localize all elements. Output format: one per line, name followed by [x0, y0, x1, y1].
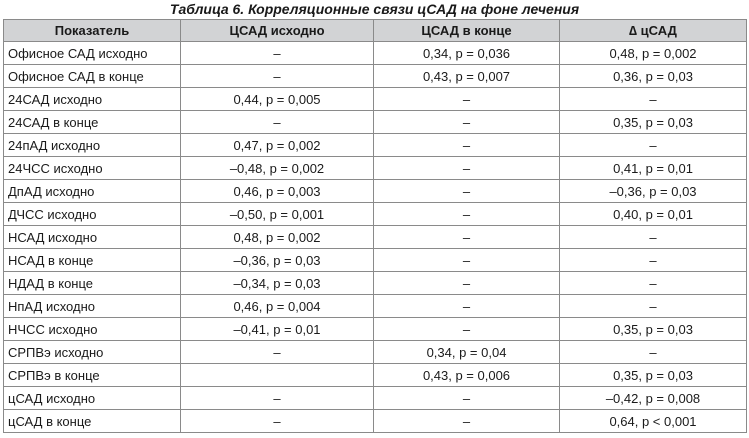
row-indicator-cell: НСАД исходно — [4, 226, 181, 249]
table-body — [4, 42, 747, 433]
table-row — [4, 134, 747, 157]
csad-baseline-cell: – — [181, 410, 374, 433]
delta-csad-cell: – — [560, 295, 747, 318]
csad-baseline-cell: –0,41, р = 0,01 — [181, 318, 374, 341]
delta-csad-cell: 0,64, р < 0,001 — [560, 410, 747, 433]
csad-baseline-cell: –0,34, р = 0,03 — [181, 272, 374, 295]
csad-end-cell: 0,34, р = 0,036 — [374, 42, 560, 65]
table-row — [4, 341, 747, 364]
csad-end-cell: – — [374, 203, 560, 226]
row-indicator-cell: НЧСС исходно — [4, 318, 181, 341]
csad-end-cell: 0,43, р = 0,006 — [374, 364, 560, 387]
table-row — [4, 249, 747, 272]
csad-baseline-cell: – — [181, 65, 374, 88]
row-indicator-cell: Офисное САД исходно — [4, 42, 181, 65]
table-row — [4, 111, 747, 134]
row-indicator-cell: цСАД исходно — [4, 387, 181, 410]
delta-csad-cell: – — [560, 272, 747, 295]
header-row — [4, 20, 747, 42]
csad-end-cell: 0,34, р = 0,04 — [374, 341, 560, 364]
table-row — [4, 295, 747, 318]
csad-baseline-cell: – — [181, 111, 374, 134]
csad-end-cell: – — [374, 249, 560, 272]
table-row — [4, 410, 747, 433]
csad-baseline-cell: – — [181, 341, 374, 364]
column-header-delta-csad: ∆ цСАД — [560, 20, 747, 42]
table-row — [4, 203, 747, 226]
delta-csad-cell: – — [560, 249, 747, 272]
column-header-csad-baseline: ЦСАД исходно — [181, 20, 374, 42]
row-indicator-cell: ДпАД исходно — [4, 180, 181, 203]
csad-baseline-cell: 0,44, р = 0,005 — [181, 88, 374, 111]
csad-baseline-cell — [181, 364, 374, 387]
table-row — [4, 65, 747, 88]
table-caption: Таблица 6. Корреляционные связи цСАД на фоне лечения — [169, 1, 580, 17]
csad-end-cell: – — [374, 272, 560, 295]
row-indicator-cell: НДАД в конце — [4, 272, 181, 295]
csad-baseline-cell: 0,46, р = 0,003 — [181, 180, 374, 203]
row-indicator-cell: СРПВэ исходно — [4, 341, 181, 364]
csad-baseline-cell: –0,36, р = 0,03 — [181, 249, 374, 272]
delta-csad-cell: –0,42, р = 0,008 — [560, 387, 747, 410]
csad-baseline-cell: 0,46, р = 0,004 — [181, 295, 374, 318]
row-indicator-cell: 24САД в конце — [4, 111, 181, 134]
csad-baseline-cell: 0,47, р = 0,002 — [181, 134, 374, 157]
table-row — [4, 157, 747, 180]
table-row — [4, 180, 747, 203]
csad-end-cell: – — [374, 387, 560, 410]
row-indicator-cell: Офисное САД в конце — [4, 65, 181, 88]
delta-csad-cell: 0,48, р = 0,002 — [560, 42, 747, 65]
delta-csad-cell: – — [560, 88, 747, 111]
row-indicator-cell: НСАД в конце — [4, 249, 181, 272]
row-indicator-cell: НпАД исходно — [4, 295, 181, 318]
column-header-csad-end: ЦСАД в конце — [374, 20, 560, 42]
csad-end-cell: – — [374, 410, 560, 433]
csad-baseline-cell: –0,48, р = 0,002 — [181, 157, 374, 180]
delta-csad-cell: – — [560, 226, 747, 249]
row-indicator-cell: цСАД в конце — [4, 410, 181, 433]
csad-end-cell: – — [374, 295, 560, 318]
csad-end-cell: – — [374, 157, 560, 180]
table-row — [4, 318, 747, 341]
column-header-indicator: Показатель — [4, 20, 181, 42]
csad-baseline-cell: 0,48, р = 0,002 — [181, 226, 374, 249]
table-row — [4, 42, 747, 65]
row-indicator-cell: ДЧСС исходно — [4, 203, 181, 226]
row-indicator-cell: 24пАД исходно — [4, 134, 181, 157]
csad-baseline-cell: – — [181, 42, 374, 65]
csad-end-cell: – — [374, 88, 560, 111]
row-indicator-cell: 24САД исходно — [4, 88, 181, 111]
delta-csad-cell: – — [560, 134, 747, 157]
delta-csad-cell: 0,36, р = 0,03 — [560, 65, 747, 88]
delta-csad-cell: 0,35, р = 0,03 — [560, 364, 747, 387]
csad-end-cell: – — [374, 180, 560, 203]
csad-baseline-cell: –0,50, р = 0,001 — [181, 203, 374, 226]
table-row — [4, 272, 747, 295]
table-row — [4, 364, 747, 387]
table-row — [4, 387, 747, 410]
row-indicator-cell: 24ЧСС исходно — [4, 157, 181, 180]
delta-csad-cell: 0,35, р = 0,03 — [560, 111, 747, 134]
csad-end-cell: – — [374, 134, 560, 157]
delta-csad-cell: –0,36, р = 0,03 — [560, 180, 747, 203]
delta-csad-cell: 0,40, р = 0,01 — [560, 203, 747, 226]
delta-csad-cell: 0,35, р = 0,03 — [560, 318, 747, 341]
csad-end-cell: – — [374, 111, 560, 134]
csad-end-cell: 0,43, р = 0,007 — [374, 65, 560, 88]
table-row — [4, 88, 747, 111]
delta-csad-cell: – — [560, 341, 747, 364]
delta-csad-cell: 0,41, р = 0,01 — [560, 157, 747, 180]
csad-baseline-cell: – — [181, 387, 374, 410]
row-indicator-cell: СРПВэ в конце — [4, 364, 181, 387]
correlation-table — [3, 19, 747, 433]
csad-end-cell: – — [374, 226, 560, 249]
table-row — [4, 226, 747, 249]
csad-end-cell: – — [374, 318, 560, 341]
